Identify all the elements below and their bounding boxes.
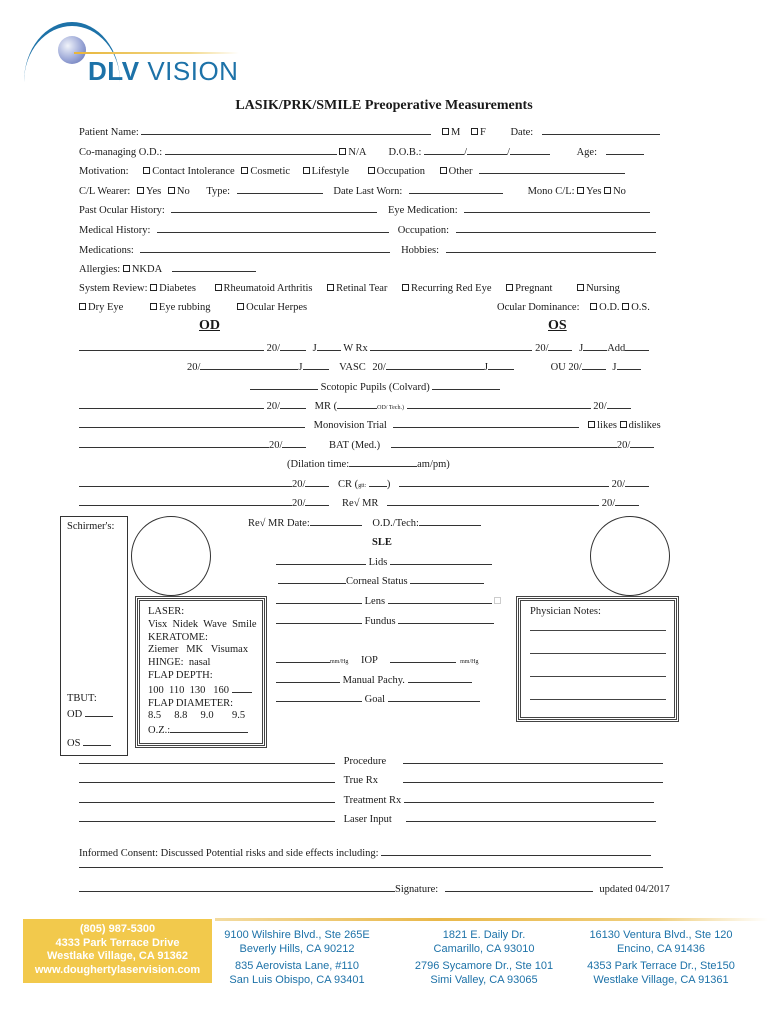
cl-wearer-label: C/L Wearer:: [79, 186, 131, 197]
medications-label: Medications:: [79, 245, 134, 256]
past-ocular-label: Past Ocular History:: [79, 205, 165, 216]
remr-os-acuity-field[interactable]: [615, 496, 639, 506]
mr-od-tech-field[interactable]: [337, 399, 377, 409]
location-beverly-hills: 9100 Wilshire Blvd., Ste 265E Beverly Hills, CA 90212: [224, 929, 370, 955]
dob-year-field[interactable]: [510, 145, 550, 155]
odtech-label: O.D./Tech:: [372, 518, 419, 529]
consent-row: [79, 846, 651, 860]
physician-notes-box: [518, 598, 677, 720]
system-review-row: [79, 282, 620, 296]
manual-pachy-label: Manual Pachy.: [342, 675, 405, 686]
dilation-label: (Dilation time:: [287, 459, 350, 470]
scotopic-row: [250, 380, 500, 395]
fundus-label: Fundus: [364, 616, 396, 627]
motivation-cosmetic-checkbox[interactable]: Cosmetic: [241, 166, 290, 177]
os-header: OS: [548, 318, 567, 333]
mono-cl-label: Mono C/L:: [527, 186, 575, 197]
vasc-od-field[interactable]: [200, 360, 298, 370]
ocular-dominance-label: Ocular Dominance:: [497, 302, 580, 313]
motivation-occupation-checkbox[interactable]: Occupation: [368, 166, 425, 177]
remr-date-field[interactable]: [310, 516, 362, 526]
rheumatoid-checkbox[interactable]: Rheumatoid Arthritis: [215, 283, 313, 294]
monovision-os-field[interactable]: [393, 418, 579, 428]
nkda-checkbox[interactable]: NKDA: [123, 264, 162, 275]
bat-os-acuity-field[interactable]: [630, 438, 654, 448]
wrx-row: 20/ J W Rx 20/ J Add: [79, 341, 649, 355]
bat-od-field[interactable]: [79, 438, 269, 448]
laser-input-label: Laser Input: [343, 814, 392, 825]
vasc-row: 20/ J VASC 20/ J OU 20/ J: [187, 360, 641, 375]
add-label: Add: [607, 343, 626, 354]
consent-line-2[interactable]: [79, 867, 663, 868]
true-rx-label: True Rx: [343, 775, 378, 786]
fundus-od-field[interactable]: [276, 614, 362, 624]
schirmer-label: Schirmer's:: [67, 521, 115, 532]
physician-notes-line[interactable]: [530, 630, 666, 631]
tbut-od-label: OD: [67, 709, 83, 720]
scotopic-od-field[interactable]: [250, 380, 318, 390]
consent-text: Informed Consent: Discussed Potential risks and side effects including:: [79, 848, 379, 859]
iop-os-field[interactable]: [390, 653, 456, 663]
true-rx-row: [79, 773, 663, 787]
od-eye-diagram[interactable]: [131, 516, 211, 596]
dilation-row: (Dilation time: am/pm): [287, 459, 450, 470]
dilation-time-field[interactable]: [349, 457, 417, 467]
vasc-od-j-field[interactable]: [303, 360, 329, 370]
flap-diameter-options[interactable]: 8.5 8.8 9.0 9.5: [148, 710, 246, 722]
remr-od-field[interactable]: [79, 496, 292, 506]
eye-medication-label: Eye Medication:: [388, 205, 458, 216]
medical-history-row: [79, 223, 656, 237]
wrx-od-j-field[interactable]: [317, 341, 341, 351]
lens-label: Lens: [364, 596, 386, 607]
date-field[interactable]: [542, 125, 660, 135]
wrx-os-acuity-field[interactable]: [548, 341, 572, 351]
past-ocular-field[interactable]: [171, 203, 377, 213]
medications-field[interactable]: [140, 243, 390, 253]
mr-od-field[interactable]: [79, 399, 264, 409]
signature-field[interactable]: [445, 882, 593, 892]
motivation-other-checkbox[interactable]: Other: [440, 166, 473, 177]
iop-od-field[interactable]: [276, 653, 330, 663]
medical-history-field[interactable]: [157, 223, 389, 233]
footer-street: 4333 Park Terrace Drive: [55, 936, 180, 949]
type-field[interactable]: [237, 184, 323, 194]
sle-corneal-row: [278, 574, 484, 589]
date-last-worn-label: Date Last Worn:: [333, 186, 403, 197]
ocular-dominance: [497, 301, 650, 315]
cr-os-field[interactable]: [399, 477, 609, 487]
comanaging-row: Co-managing O.D.: N/A D.O.B.: / / Age:: [79, 145, 644, 159]
od-header: OD: [199, 318, 220, 333]
iop-label: IOP: [360, 655, 378, 666]
monovision-label: Monovision Trial: [313, 420, 387, 431]
recurring-red-eye-checkbox[interactable]: Recurring Red Eye: [402, 283, 491, 294]
allergies-field[interactable]: [172, 262, 256, 272]
updated-date: updated 04/2017: [599, 884, 670, 895]
lids-od-field[interactable]: [276, 555, 366, 565]
scotopic-label: Scotopic Pupils (Colvard): [320, 382, 430, 393]
lens-od-field[interactable]: [276, 594, 362, 604]
location-camarillo: 1821 E. Daily Dr. Camarillo, CA 93010: [433, 929, 535, 955]
scotopic-os-field[interactable]: [432, 380, 500, 390]
odtech-field[interactable]: [419, 516, 481, 526]
corneal-label: Corneal Status: [346, 576, 408, 587]
cr-label: CR (: [338, 479, 359, 490]
footer-city: Westlake Village, CA 91362: [46, 950, 189, 962]
cr-od-field[interactable]: [79, 477, 292, 487]
fundus-os-field[interactable]: [398, 614, 494, 624]
female-checkbox[interactable]: F: [471, 127, 486, 138]
keratome-options[interactable]: Ziemer MK Visumax: [148, 644, 249, 656]
tbut-label: TBUT:: [67, 693, 97, 704]
motivation-row: [79, 164, 625, 178]
cr-row: 20/ CR (gtt: ) 20/: [79, 477, 649, 491]
laser-box: [137, 598, 265, 746]
occupation-field[interactable]: [456, 223, 656, 233]
mr-os-acuity-field[interactable]: [607, 399, 631, 409]
wrx-od-acuity-field[interactable]: [280, 341, 306, 351]
dob-month-field[interactable]: [424, 145, 464, 155]
remr-od-acuity-field[interactable]: [305, 496, 329, 506]
laser-options[interactable]: Visx Nidek Wave Smile: [148, 618, 257, 630]
physician-notes-label: Physician Notes:: [530, 606, 601, 617]
allergies-label: Allergies:: [79, 264, 121, 275]
cr-gtt-field[interactable]: [369, 477, 387, 487]
procedure-label: Procedure: [343, 756, 387, 767]
footer-main-office: [23, 919, 212, 983]
ou-label: OU 20/: [550, 362, 582, 373]
signature-label: Signature:: [395, 884, 439, 895]
na-checkbox[interactable]: N/A: [339, 147, 366, 158]
dob-label: D.O.B.:: [388, 147, 422, 158]
location-san-luis-obispo: 835 Aerovista Lane, #110 San Luis Obispo, CA 93401: [229, 960, 365, 986]
footer-rule: [215, 918, 768, 921]
sle-lens-row: [276, 594, 503, 609]
goal-label: Goal: [364, 694, 386, 705]
treatment-rx-label: Treatment Rx: [343, 795, 402, 806]
remr-os-field[interactable]: [387, 496, 599, 506]
treatment-rx-row: [79, 793, 654, 807]
eye-rubbing-checkbox[interactable]: Eye rubbing: [150, 302, 211, 313]
comanaging-label: Co-managing O.D.:: [79, 147, 163, 158]
monovision-row: [79, 418, 661, 432]
flap-diameter-label: FLAP DIAMETER:: [148, 697, 234, 709]
past-ocular-row: [79, 203, 650, 217]
oz-label: O.Z.:: [148, 725, 171, 737]
keratome-label: KERATOME:: [148, 631, 208, 643]
logo-line: [74, 52, 239, 54]
corneal-od-field[interactable]: [278, 574, 346, 584]
tbut-od-field[interactable]: [85, 707, 113, 717]
vasc-os-j-field[interactable]: [488, 360, 514, 370]
mr-os-field[interactable]: [407, 399, 591, 409]
lids-os-field[interactable]: [390, 555, 492, 565]
patient-name-field[interactable]: [141, 125, 431, 135]
monovision-od-field[interactable]: [79, 418, 305, 428]
cr-os-acuity-field[interactable]: [625, 477, 649, 487]
dislikes-checkbox[interactable]: dislikes: [620, 420, 661, 431]
remr-label: Re√ MR: [342, 498, 379, 509]
hobbies-label: Hobbies:: [401, 245, 439, 256]
os-eye-diagram[interactable]: [590, 516, 670, 596]
dominance-os-checkbox[interactable]: O.S.: [622, 302, 650, 313]
oz-field[interactable]: [170, 723, 248, 733]
logo-eye-icon: [58, 36, 86, 64]
consent-field[interactable]: [381, 846, 651, 856]
sle-header: SLE: [372, 537, 392, 548]
mr-row: 20/ MR ( OD/ Tech.) 20/: [79, 399, 631, 413]
mr-label: MR (: [314, 401, 338, 412]
physician-notes-line[interactable]: [530, 676, 666, 677]
bat-os-field[interactable]: [391, 438, 617, 448]
vasc-label: VASC: [339, 362, 366, 373]
location-simi-valley: 2796 Sycamore Dr., Ste 101 Simi Valley, CA 93065: [414, 960, 554, 986]
iop-row: mm/Hg IOP mm/Hg: [276, 653, 478, 669]
motivation-lifestyle-checkbox[interactable]: Lifestyle: [303, 166, 349, 177]
procedure-row: [79, 754, 663, 768]
ou-j-field[interactable]: [617, 360, 641, 370]
corneal-os-field[interactable]: [410, 574, 484, 584]
pachy-os-field[interactable]: [408, 673, 472, 683]
add-field[interactable]: [625, 341, 649, 351]
lids-label: Lids: [368, 557, 388, 568]
physician-notes-line[interactable]: [530, 699, 666, 700]
nursing-checkbox[interactable]: Nursing: [577, 283, 620, 294]
wrx-label: W Rx: [343, 343, 368, 354]
laser-label: LASER:: [148, 606, 185, 617]
sle-lids-row: [276, 555, 492, 570]
likes-checkbox[interactable]: likes: [588, 420, 617, 431]
system-review-label: System Review:: [79, 283, 148, 294]
motivation-label: Motivation:: [79, 166, 129, 177]
type-label: Type:: [206, 186, 231, 197]
cl-wearer-yes-checkbox[interactable]: Yes: [137, 186, 161, 197]
goal-od-field[interactable]: [276, 692, 362, 702]
bat-row: 20/ BAT (Med.) 20/: [79, 438, 654, 452]
dry-eye-checkbox[interactable]: Dry Eye: [79, 302, 123, 313]
pachy-od-field[interactable]: [276, 673, 340, 683]
wrx-od-field[interactable]: [79, 341, 264, 351]
goal-row: [276, 692, 480, 707]
flap-depth-label: FLAP DEPTH:: [148, 669, 213, 681]
motivation-other-field[interactable]: [479, 164, 625, 174]
flap-depth-options[interactable]: 100 110 130 160: [148, 684, 229, 696]
mono-cl-yes-checkbox[interactable]: Yes: [577, 186, 601, 197]
occupation-label: Occupation:: [397, 225, 450, 236]
retinal-tear-checkbox[interactable]: Retinal Tear: [327, 283, 387, 294]
true-rx-os-field[interactable]: [403, 773, 663, 783]
remr-date-label: Re√ MR Date:: [248, 518, 310, 529]
lens-checkbox[interactable]: [494, 597, 501, 604]
allergies-row: [79, 262, 256, 276]
diabetes-checkbox[interactable]: Diabetes: [150, 283, 196, 294]
hobbies-field[interactable]: [446, 243, 656, 253]
procedure-od-field[interactable]: [79, 754, 335, 764]
lens-os-field[interactable]: [388, 594, 492, 604]
age-label: Age:: [576, 147, 597, 158]
physician-notes-line[interactable]: [530, 653, 666, 654]
location-westlake-village: 4353 Park Terrace Dr., Ste150 Westlake Village, CA 91361: [587, 960, 735, 986]
ocular-herpes-checkbox[interactable]: Ocular Herpes: [237, 302, 307, 313]
tbut-os-label: OS: [67, 738, 81, 749]
comanaging-field[interactable]: [165, 145, 337, 155]
pachy-row: [276, 673, 472, 688]
hinge-label: HINGE: nasal: [148, 657, 211, 669]
ou-acuity-field[interactable]: [582, 360, 606, 370]
medications-row: [79, 243, 656, 257]
date-last-worn-field[interactable]: [409, 184, 503, 194]
goal-os-field[interactable]: [388, 692, 480, 702]
witness-field[interactable]: [79, 882, 395, 892]
true-rx-od-field[interactable]: [79, 773, 335, 783]
bat-label: BAT (Med.): [329, 440, 381, 451]
footer-phone[interactable]: (805) 987-5300: [79, 923, 156, 935]
patient-name-label: Patient Name:: [79, 127, 139, 138]
page-title: LASIK/PRK/SMILE Preoperative Measurements: [235, 98, 533, 113]
wrx-os-j-field[interactable]: [583, 341, 607, 351]
laser-input-row: [79, 812, 656, 826]
treatment-rx-os-field[interactable]: [404, 793, 654, 803]
patient-name-row: [79, 125, 660, 139]
pregnant-checkbox[interactable]: Pregnant: [506, 283, 552, 294]
tbut-os-field[interactable]: [83, 736, 111, 746]
wrx-os-field[interactable]: [370, 341, 532, 351]
remr-row: 20/ Re√ MR 20/: [79, 496, 639, 510]
male-checkbox[interactable]: M: [442, 127, 460, 138]
cl-wearer-no-checkbox[interactable]: No: [168, 186, 190, 197]
age-field[interactable]: [606, 145, 644, 155]
motivation-contact-checkbox[interactable]: Contact Intolerance: [143, 166, 235, 177]
sle-fundus-row: [276, 614, 494, 629]
medical-history-label: Medical History:: [79, 225, 151, 236]
cr-od-acuity-field[interactable]: [305, 477, 329, 487]
remr-date-row: [248, 516, 481, 531]
dob-day-field[interactable]: [467, 145, 507, 155]
logo-text: DLV VISION: [88, 56, 239, 86]
cl-wearer-row: [79, 184, 626, 198]
mr-od-acuity-field[interactable]: [280, 399, 306, 409]
signature-row: [79, 882, 670, 896]
flap-depth-other-field[interactable]: [232, 683, 252, 693]
eye-medication-field[interactable]: [464, 203, 650, 213]
procedure-os-field[interactable]: [403, 754, 663, 764]
footer-website[interactable]: www.doughertylaservision.com: [34, 963, 201, 976]
laser-input-os-field[interactable]: [406, 812, 656, 822]
date-label: Date:: [510, 127, 534, 138]
system-review-row-2: [79, 301, 307, 315]
schirmer-box: [60, 516, 128, 756]
vasc-os-field[interactable]: [386, 360, 484, 370]
mono-cl-no-checkbox[interactable]: No: [604, 186, 626, 197]
bat-od-acuity-field[interactable]: [282, 438, 306, 448]
dominance-od-checkbox[interactable]: O.D.: [590, 302, 619, 313]
treatment-rx-od-field[interactable]: [79, 793, 335, 803]
laser-input-od-field[interactable]: [79, 812, 335, 822]
location-encino: 16130 Ventura Blvd., Ste 120 Encino, CA 91436: [589, 929, 733, 955]
